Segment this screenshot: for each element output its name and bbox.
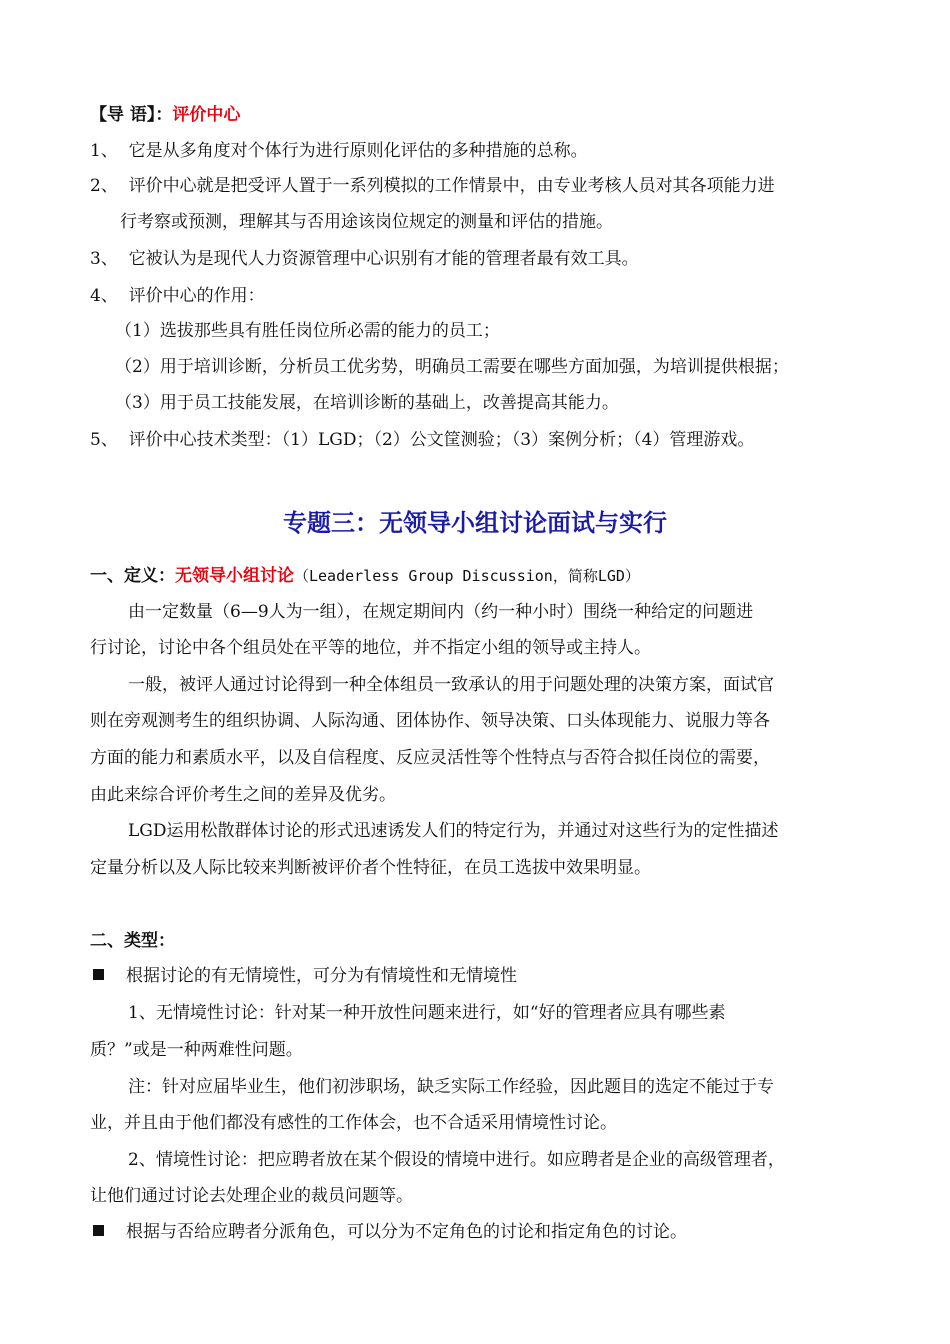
def-p1-line2: 行讨论，讨论中各个组员处在平等的地位，并不指定小组的领导或主持人。 <box>90 638 651 658</box>
intro-item-3 <box>90 247 639 271</box>
item-text: 评价中心技术类型：（1）LGD；（2）公文筐测验；（3）案例分析；（4）管理游戏。 <box>128 430 755 450</box>
types-bullet-1 <box>93 964 517 988</box>
intro-topic: 评价中心 <box>172 105 241 125</box>
types-bullet-2 <box>93 1220 687 1244</box>
item-number: 2、 <box>90 176 118 196</box>
def-p2-line3: 方面的能力和素质水平，以及自信程度、反应灵活性等个性特点与否符合拟任岗位的需要， <box>90 748 770 768</box>
intro-item-2-cont: 行考察或预测，理解其与否用途该岗位规定的测量和评估的措施。 <box>120 212 613 232</box>
def-p3-line2: 定量分析以及人际比较来判断被评价者个性特征，在员工选拔中效果明显。 <box>90 858 651 878</box>
type1-line2: 质？”或是一种两难性问题。 <box>90 1040 303 1060</box>
note-line1: 注：针对应届毕业生，他们初涉职场，缺乏实际工作经验，因此题目的选定不能过于专 <box>128 1077 774 1097</box>
type2-line1: 2、情境性讨论：把应聘者放在某个假设的情境中进行。如应聘者是企业的高级管理者， <box>128 1150 785 1170</box>
square-bullet-icon <box>93 1225 104 1236</box>
topic-heading: 专题三：无领导小组讨论面试与实行 <box>283 508 667 537</box>
role-3: （3）用于员工技能发展，在培训诊断的基础上，改善提高其能力。 <box>115 393 619 413</box>
def-p2-line2: 则在旁观测考生的组织协调、人际沟通、团体协作、领导决策、口头体现能力、说服力等各 <box>90 711 770 731</box>
definition-english: （Leaderless Group Discussion，简称LGD） <box>294 567 640 585</box>
def-p1-line1: 由一定数量（6—9人为一组），在规定期间内（约一种小时）围绕一种给定的问题进 <box>128 602 754 622</box>
item-text: 它是从多角度对个体行为进行原则化评估的多种措施的总称。 <box>128 141 588 161</box>
definition-term: 无领导小组讨论 <box>175 566 294 586</box>
role-1: （1）选拔那些具有胜任岗位所必需的能力的员工； <box>115 321 500 341</box>
def-p2-line1: 一般，被评人通过讨论得到一种全体组员一致承认的用于问题处理的决策方案，面试官 <box>128 675 774 695</box>
intro-item-4 <box>90 284 265 308</box>
def-p2-line4: 由此来综合评价考生之间的差异及优劣。 <box>90 785 396 805</box>
intro-item-2 <box>90 174 775 198</box>
type2-line2: 让他们通过讨论去处理企业的裁员问题等。 <box>90 1186 413 1206</box>
types-heading: 二、类型： <box>90 931 175 951</box>
item-text: 它被认为是现代人力资源管理中心识别有才能的管理者最有效工具。 <box>128 249 639 269</box>
definition-heading <box>90 564 640 588</box>
item-number: 1、 <box>90 141 118 161</box>
item-text: 评价中心就是把受评人置于一系列模拟的工作情景中，由专业考核人员对其各项能力进 <box>128 176 775 196</box>
role-2: （2）用于培训诊断，分析员工优劣势，明确员工需要在哪些方面加强，为培训提供根据； <box>115 357 789 377</box>
note-line2: 业，并且由于他们都没有感性的工作体会，也不合适采用情境性讨论。 <box>90 1113 617 1133</box>
bullet-text: 根据与否给应聘者分派角色，可以分为不定角色的讨论和指定角色的讨论。 <box>126 1222 687 1242</box>
definition-label: 一、定义： <box>90 566 175 586</box>
square-bullet-icon <box>93 969 104 980</box>
item-number: 4、 <box>90 286 118 306</box>
item-number: 3、 <box>90 249 118 269</box>
intro-heading <box>90 103 240 127</box>
intro-label: 【导 语】： <box>90 105 173 125</box>
intro-item-1 <box>90 139 588 163</box>
item-text: 评价中心的作用： <box>128 286 265 306</box>
item-number: 5、 <box>90 430 118 450</box>
bullet-text: 根据讨论的有无情境性，可分为有情境性和无情境性 <box>126 966 517 986</box>
def-p3-line1: LGD运用松散群体讨论的形式迅速诱发人们的特定行为，并通过对这些行为的定性描述 <box>128 821 779 841</box>
intro-item-5 <box>90 428 754 452</box>
type1-line1: 1、无情境性讨论：针对某一种开放性问题来进行，如“好的管理者应具有哪些素 <box>128 1003 726 1023</box>
